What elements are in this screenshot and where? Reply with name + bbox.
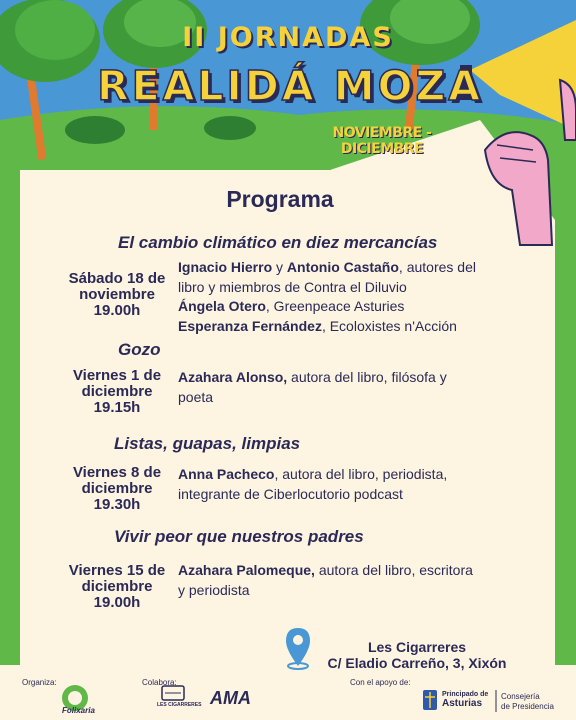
consejeria-logo: Consejería de Presidencia xyxy=(501,692,554,711)
session-4-time: 19.00h xyxy=(93,594,141,611)
session-1-date xyxy=(52,271,182,319)
bush xyxy=(204,116,256,140)
event-title: REALIDÁ MOZA xyxy=(97,62,483,110)
session-3-month: diciembre xyxy=(81,480,153,497)
session-2-time: 19.15h xyxy=(93,399,141,416)
session-1-day: Sábado 18 de xyxy=(68,270,166,287)
les-cigarreres-logo-text: LES CIGARRERES xyxy=(157,702,202,708)
speaker-name: Ángela Otero xyxy=(178,298,266,314)
session-1-time: 19.00h xyxy=(93,302,141,319)
session-3-date xyxy=(52,465,182,513)
venue-name: Les Cigarreres xyxy=(367,639,467,655)
session-2-speaker: Azahara Alonso, autora del libro, filósofa y poeta xyxy=(178,369,447,405)
bush xyxy=(65,116,125,144)
session-1-title: El cambio climático en diez mercancías xyxy=(118,233,438,252)
speaker-name: Azahara Alonso, xyxy=(178,369,288,385)
speaker-name: Azahara Palomeque, xyxy=(178,562,315,578)
programa-heading: Programa xyxy=(226,186,334,212)
session-2-day: Viernes 1 de xyxy=(72,367,162,384)
session-4-day: Viernes 15 de xyxy=(68,562,166,579)
speaker-name: Antonio Castaño xyxy=(286,259,399,275)
venue xyxy=(322,639,512,671)
apoyo-label: Con el apoyo de: xyxy=(350,678,411,687)
folixaria-logo-text: Folixaria xyxy=(62,706,95,715)
ama-logo: AMA xyxy=(210,688,251,708)
session-4-title: Vivir peor que nuestros padres xyxy=(114,527,364,546)
speaker-name: Anna Pacheco xyxy=(178,466,275,482)
asturias-crest-icon xyxy=(423,690,437,710)
session-3-day: Viernes 8 de xyxy=(72,464,162,481)
session-1-month: noviembre xyxy=(79,286,155,303)
venue-address: C/ Eladio Carreño, 3, Xixón xyxy=(327,655,507,671)
session-4-date xyxy=(52,563,182,611)
session-4-month: diciembre xyxy=(81,578,153,595)
session-2-title: Gozo xyxy=(118,340,161,359)
event-dates: NOVIEMBRE - DICIEMBRE xyxy=(332,125,432,157)
event-series: II JORNADAS xyxy=(182,22,394,53)
session-2-date xyxy=(52,368,182,416)
organiza-label: Organiza: xyxy=(22,678,57,687)
session-4-speaker: Azahara Palomeque, autora del libro, escritora y periodista xyxy=(178,562,473,598)
asturias-logo: Principado de Asturias xyxy=(442,691,489,709)
session-3-title: Listas, guapas, limpias xyxy=(114,434,301,453)
session-3-speaker: Anna Pacheco, autora del libro, periodista, integrante de Ciberlocutorio podcast xyxy=(178,466,448,502)
session-2-month: diciembre xyxy=(81,383,153,400)
speaker-name: Esperanza Fernández xyxy=(178,317,322,334)
colabora-label: Colabora: xyxy=(142,678,177,687)
session-1-speakers: Ignacio Hierro y Antonio Castaño, autores del libro y miembros de Contra el Diluvio Ángela Otero, Greenpeace Asturies Esperanza Fernández, Ecoloxistes n'Acción xyxy=(178,259,476,334)
speaker-name: Ignacio Hierro xyxy=(178,259,273,275)
session-3-time: 19.30h xyxy=(93,496,141,513)
